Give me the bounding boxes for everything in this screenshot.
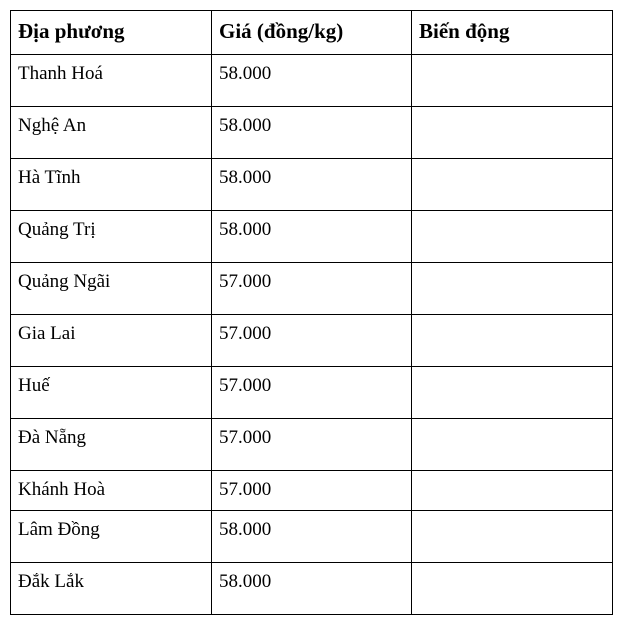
cell-price: 57.000 xyxy=(212,471,412,511)
cell-location: Quảng Trị xyxy=(11,211,212,263)
cell-change xyxy=(412,107,613,159)
cell-location: Lâm Đồng xyxy=(11,511,212,563)
cell-change xyxy=(412,471,613,511)
header-location: Địa phương xyxy=(11,11,212,55)
table-row xyxy=(11,159,613,211)
price-table xyxy=(10,10,613,615)
cell-location: Hà Tĩnh xyxy=(11,159,212,211)
cell-location: Đắk Lắk xyxy=(11,563,212,615)
cell-price: 57.000 xyxy=(212,419,412,471)
cell-change xyxy=(412,419,613,471)
cell-location: Gia Lai xyxy=(11,315,212,367)
table-row xyxy=(11,367,613,419)
cell-change xyxy=(412,563,613,615)
cell-change xyxy=(412,263,613,315)
cell-price: 58.000 xyxy=(212,55,412,107)
cell-location: Đà Nẵng xyxy=(11,419,212,471)
cell-change xyxy=(412,367,613,419)
table-header-row xyxy=(11,11,613,55)
cell-change xyxy=(412,159,613,211)
cell-price: 58.000 xyxy=(212,511,412,563)
header-price: Giá (đồng/kg) xyxy=(212,11,412,55)
table-row xyxy=(11,471,613,511)
table-row xyxy=(11,107,613,159)
cell-price: 57.000 xyxy=(212,263,412,315)
table-row xyxy=(11,263,613,315)
cell-change xyxy=(412,511,613,563)
cell-price: 57.000 xyxy=(212,367,412,419)
cell-price: 58.000 xyxy=(212,107,412,159)
cell-change xyxy=(412,211,613,263)
cell-price: 57.000 xyxy=(212,315,412,367)
cell-location: Thanh Hoá xyxy=(11,55,212,107)
table-row xyxy=(11,511,613,563)
cell-location: Nghệ An xyxy=(11,107,212,159)
cell-change xyxy=(412,55,613,107)
table-row xyxy=(11,211,613,263)
cell-price: 58.000 xyxy=(212,563,412,615)
cell-change xyxy=(412,315,613,367)
table-row xyxy=(11,419,613,471)
header-change: Biến động xyxy=(412,11,613,55)
table-row xyxy=(11,563,613,615)
cell-price: 58.000 xyxy=(212,159,412,211)
cell-price: 58.000 xyxy=(212,211,412,263)
cell-location: Quảng Ngãi xyxy=(11,263,212,315)
table-row xyxy=(11,315,613,367)
cell-location: Huế xyxy=(11,367,212,419)
cell-location: Khánh Hoà xyxy=(11,471,212,511)
table-row xyxy=(11,55,613,107)
price-table-container xyxy=(10,10,612,615)
